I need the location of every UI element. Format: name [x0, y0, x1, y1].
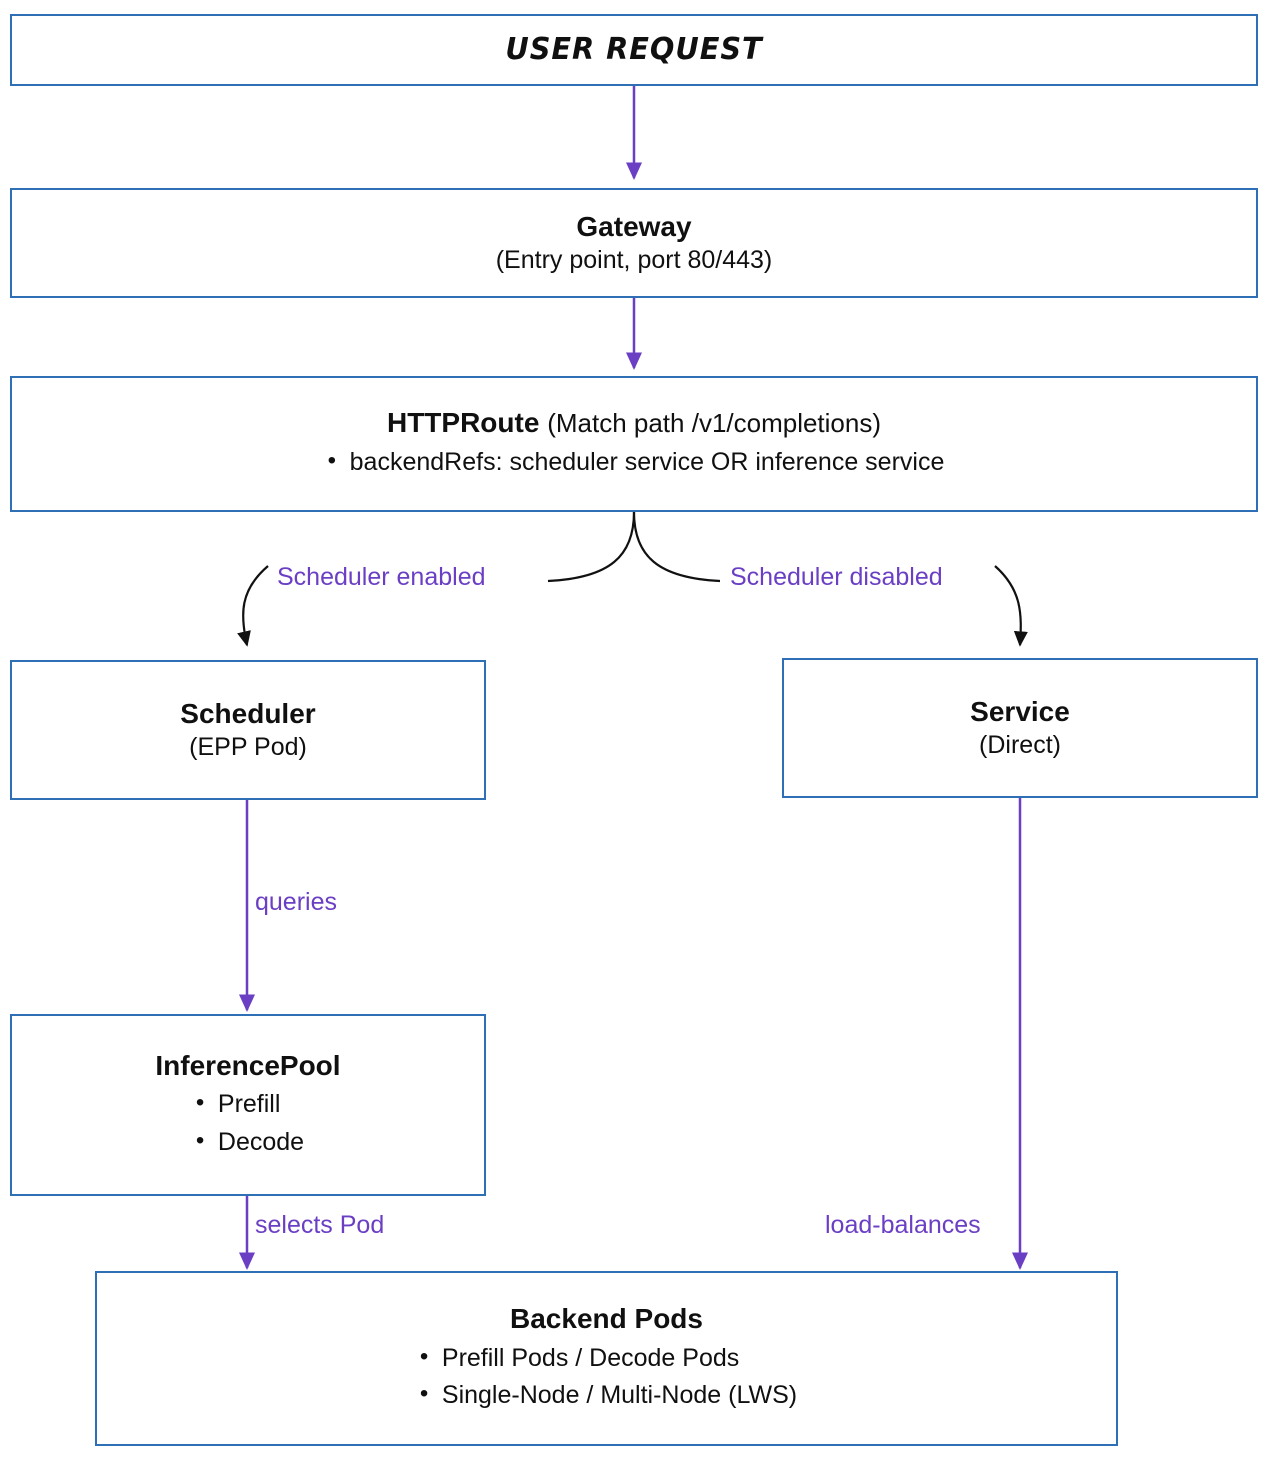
node-scheduler[interactable]: [10, 660, 486, 800]
node-gateway[interactable]: [10, 188, 1258, 298]
connector-to-scheduler: [243, 566, 268, 645]
connector-split-left: [548, 512, 634, 581]
node-user-request[interactable]: [10, 14, 1258, 86]
node-service[interactable]: [782, 658, 1258, 798]
node-httproute-title-suffix: (Match path /v1/completions): [547, 408, 882, 439]
node-backend-pods[interactable]: [95, 1271, 1118, 1446]
node-backend-pods-title: Backend Pods: [510, 1303, 703, 1335]
node-inference-pool-title: InferencePool: [155, 1049, 341, 1081]
list-item: • Single-Node / Multi-Node (LWS): [416, 1377, 797, 1415]
node-httproute[interactable]: [10, 376, 1258, 512]
connector-split-right: [634, 512, 720, 581]
node-scheduler-title: Scheduler: [180, 697, 316, 729]
edge-label-scheduler-enabled: Scheduler enabled: [274, 563, 489, 592]
node-inference-pool-bullets: [192, 1086, 304, 1161]
node-backend-pods-bullets: [416, 1340, 797, 1415]
node-httproute-bullets: [324, 444, 945, 482]
edge-label-queries: queries: [252, 888, 340, 917]
node-httproute-title-main: HTTPRoute: [386, 407, 540, 439]
list-item: • Decode: [192, 1124, 304, 1162]
list-item: • Prefill Pods / Decode Pods: [416, 1340, 797, 1378]
node-user-request-title: USER REQUEST: [505, 32, 763, 67]
node-gateway-subtitle: (Entry point, port 80/443): [495, 246, 773, 275]
edge-label-selects-pod: selects Pod: [252, 1211, 387, 1240]
list-item: • Prefill: [192, 1086, 304, 1124]
connector-to-service: [995, 566, 1021, 645]
node-httproute-title: [387, 406, 881, 440]
list-item: • backendRefs: scheduler service OR inference service: [324, 444, 945, 482]
node-service-subtitle: (Direct): [979, 731, 1061, 760]
node-inference-pool[interactable]: [10, 1014, 486, 1196]
node-service-title: Service: [970, 695, 1070, 727]
edge-label-scheduler-disabled: Scheduler disabled: [727, 563, 946, 592]
edge-label-load-balances: load-balances: [822, 1211, 984, 1240]
node-scheduler-subtitle: (EPP Pod): [189, 733, 307, 762]
node-gateway-title: Gateway: [576, 210, 692, 242]
